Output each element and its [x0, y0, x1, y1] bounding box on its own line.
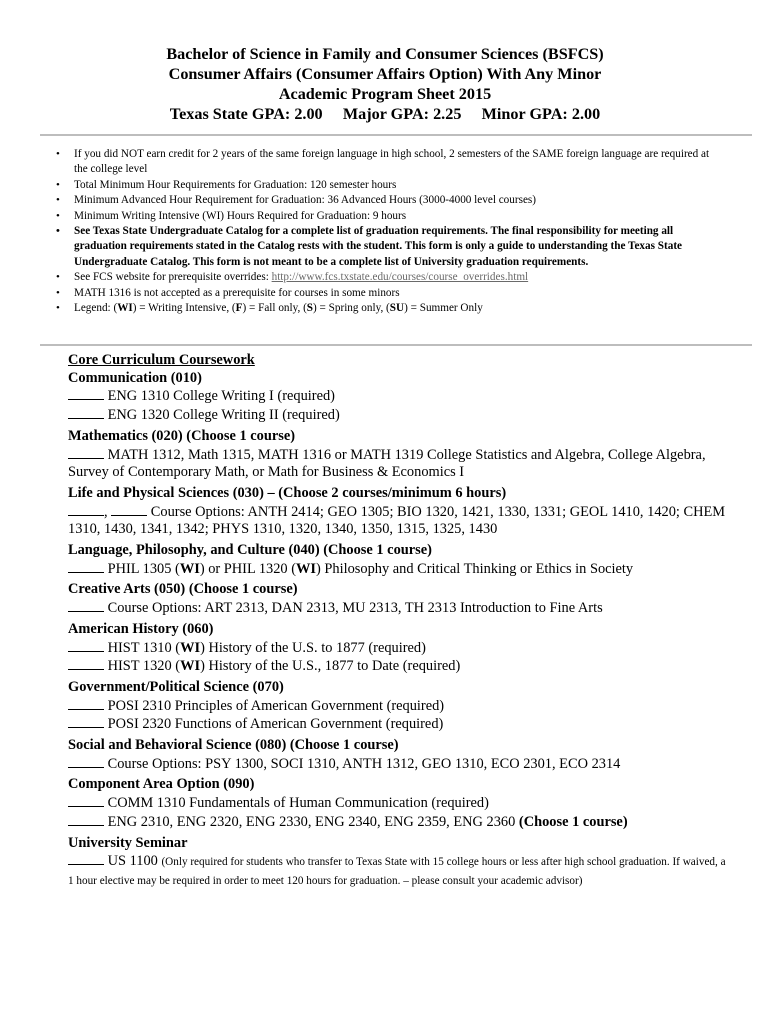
course-line [68, 446, 728, 482]
choose-note: (Choose 1 course) [518, 813, 628, 830]
checkoff-blank[interactable] [68, 387, 104, 400]
note-prefix: See FCS website for prerequisite overrides: [74, 271, 272, 284]
section-creative-arts: Creative Arts (050) (Choose 1 course) [68, 581, 298, 598]
seminar-note: (Only required for students who transfer to Texas State with 15 college hours or less after high school graduation. If waived, a 1 hour elective may be required in order to meet 120 hours for graduation. – please consult your academic advisor) [68, 856, 726, 887]
section-communication: Communication (010) [68, 369, 202, 386]
section-component-area-option: Component Area Option (090) [68, 776, 255, 793]
course-line [68, 560, 728, 579]
legend-code-f: F [235, 302, 243, 315]
divider-middle [40, 344, 752, 346]
course-text: POSI 2310 Principles of American Government (required) [104, 697, 445, 714]
section-government: Government/Political Science (070) [68, 678, 284, 695]
checkoff-blank[interactable] [68, 715, 104, 728]
header-sheet-year: Academic Program Sheet 2015 [278, 85, 492, 103]
course-text: PHIL 1305 ( [104, 560, 180, 577]
note-legend [0, 301, 720, 316]
legend-text: ) = Fall only, ( [242, 302, 307, 315]
checkoff-blank[interactable] [68, 813, 104, 826]
checkoff-blank[interactable] [68, 852, 104, 865]
legend-text: ) = Spring only, ( [313, 302, 390, 315]
course-text: Course Options: PSY 1300, SOCI 1310, ANTH 1312, GEO 1310, ECO 2301, ECO 2314 [104, 755, 621, 772]
section-language-philosophy-culture: Language, Philosophy, and Culture (040) (Choose 1 course) [68, 542, 432, 559]
course-text: COMM 1310 Fundamentals of Human Communication (required) [104, 795, 489, 812]
header-option: Consumer Affairs (Consumer Affairs Option) With Any Minor [168, 65, 602, 83]
checkoff-blank[interactable] [68, 406, 104, 419]
wi-code: WI [296, 560, 317, 577]
note-advanced-hours: • Minimum Advanced Hour Requirement for Graduation: 36 Advanced Hours (3000-4000 level courses) [0, 193, 720, 208]
course-text: ) History of the U.S. to 1877 (required) [200, 639, 426, 656]
legend-code-wi: WI [117, 302, 133, 315]
course-text: ) History of the U.S., 1877 to Date (required) [200, 658, 461, 675]
course-line [68, 852, 728, 890]
note-math1316: • MATH 1316 is not accepted as a prerequisite for courses in some minors [0, 286, 720, 301]
requirement-notes [0, 147, 720, 316]
blank-separator: , [104, 503, 112, 520]
note-foreign-language: • If you did NOT earn credit for 2 years of the same foreign language in high school, 2 semesters of the SAME foreign language are required at the college level [0, 147, 720, 178]
checkoff-blank[interactable] [68, 755, 104, 768]
header-gpa: Texas State GPA: 2.00 Major GPA: 2.25 Minor GPA: 2.00 [169, 105, 601, 123]
overrides-link[interactable]: http://www.fcs.txstate.edu/courses/course_overrides.html [271, 271, 529, 284]
course-text: ENG 1310 College Writing I (required) [104, 388, 335, 405]
course-line [68, 657, 728, 676]
course-line [68, 503, 728, 539]
core-curriculum [68, 352, 728, 891]
section-mathematics: Mathematics (020) (Choose 1 course) [68, 427, 295, 444]
section-social-behavioral-science: Social and Behavioral Science (080) (Choose 1 course) [68, 737, 399, 754]
divider-top [40, 134, 752, 136]
course-text: ) or PHIL 1320 ( [199, 560, 297, 577]
legend-text: ) = Summer Only [404, 302, 483, 315]
wi-code: WI [180, 639, 201, 656]
course-text: ENG 1320 College Writing II (required) [104, 407, 340, 424]
checkoff-blank[interactable] [111, 503, 147, 516]
course-text: HIST 1310 ( [104, 639, 181, 656]
core-title: Core Curriculum Coursework [68, 352, 255, 368]
legend-code-su: SU [389, 302, 405, 315]
legend-text: ) = Writing Intensive, ( [132, 302, 236, 315]
wi-code: WI [179, 560, 200, 577]
checkoff-blank[interactable] [68, 639, 104, 652]
wi-code: WI [180, 658, 201, 675]
header-degree: Bachelor of Science in Family and Consumer Sciences (BSFCS) [166, 45, 604, 63]
checkoff-blank[interactable] [68, 446, 104, 459]
section-american-history: American History (060) [68, 620, 214, 637]
note-writing-intensive: • Minimum Writing Intensive (WI) Hours Required for Graduation: 9 hours [0, 209, 720, 224]
course-line [68, 599, 728, 618]
checkoff-blank[interactable] [68, 697, 104, 710]
course-text: US 1100 [104, 853, 162, 870]
sheet-header [0, 44, 770, 124]
course-line [68, 813, 728, 832]
course-text: HIST 1320 ( [104, 658, 181, 675]
course-text: ENG 2310, ENG 2320, ENG 2330, ENG 2340, ENG 2359, ENG 2360 [104, 813, 519, 830]
course-line [68, 715, 728, 734]
note-total-hours: • Total Minimum Hour Requirements for Graduation: 120 semester hours [0, 178, 720, 193]
checkoff-blank[interactable] [68, 560, 104, 573]
course-text: MATH 1312, Math 1315, MATH 1316 or MATH 1319 College Statistics and Algebra, College Algebra, Survey of Contemporary Math, or Math for Business & Economics I [68, 446, 706, 481]
note-prerequisite-overrides [0, 270, 720, 285]
course-text: Course Options: ART 2313, DAN 2313, MU 2313, TH 2313 Introduction to Fine Arts [104, 600, 603, 617]
checkoff-blank[interactable] [68, 599, 104, 612]
checkoff-blank[interactable] [68, 657, 104, 670]
section-life-physical-sciences: Life and Physical Sciences (030) – (Choose 2 courses/minimum 6 hours) [68, 484, 507, 501]
course-line [68, 794, 728, 813]
course-text: POSI 2320 Functions of American Government (required) [104, 716, 444, 733]
course-line [68, 387, 728, 406]
section-university-seminar: University Seminar [68, 834, 188, 851]
course-text: ) Philosophy and Critical Thinking or Ethics in Society [316, 560, 634, 577]
checkoff-blank[interactable] [68, 503, 104, 516]
legend-code-s: S [306, 302, 314, 315]
note-catalog: • See Texas State Undergraduate Catalog for a complete list of graduation requirements. The final responsibility for meeting all graduation requirements stated in the Catalog rests with the student. This form is only a guide to understanding the Texas State Undergraduate Catalog. This form is not meant to be a complete list of University graduation requirements. [0, 224, 720, 270]
course-line [68, 406, 728, 425]
checkoff-blank[interactable] [68, 794, 104, 807]
course-text: Course Options: ANTH 2414; GEO 1305; BIO 1320, 1421, 1330, 1331; GEOL 1410, 1420; CHEM 1310, 1430, 1341, 1342; PHYS 1310, 1320, 1340, 1350, 1315, 1325, 1430 [68, 503, 726, 538]
course-line [68, 639, 728, 658]
course-line [68, 755, 728, 774]
course-line [68, 697, 728, 716]
legend-text: Legend: ( [74, 302, 118, 315]
